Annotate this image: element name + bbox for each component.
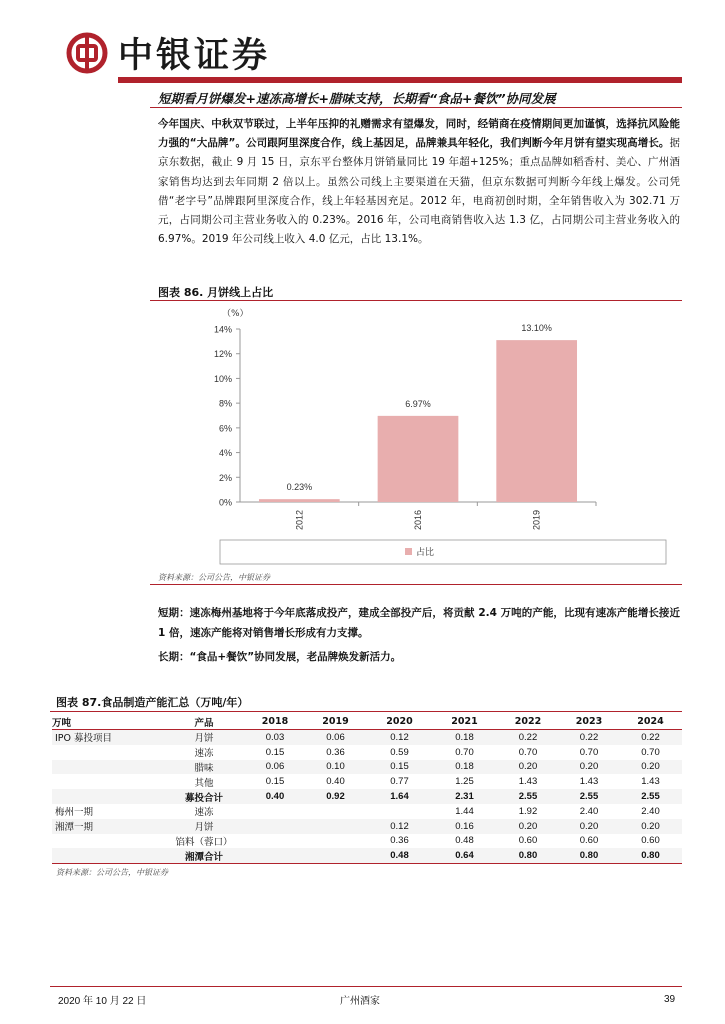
table-cell: 0.70 [579,746,599,758]
row-group [52,789,162,804]
table-row [52,848,682,863]
table-cell: 0.16 [432,819,497,834]
page-number: 39 [664,994,676,1005]
table-header-cell: 2022 [497,714,559,730]
table-cell: 0.22 [497,730,559,745]
legend-label: 占比 [416,548,435,558]
bar [378,416,459,502]
legend-swatch [405,548,412,555]
table-cell: 0.22 [619,730,682,745]
footer-rule [50,986,682,987]
table-header-cell: 2019 [304,714,367,730]
table-cell: 2.40 [641,805,660,817]
table-cell: 0.15 [367,760,432,775]
table-row [52,789,682,804]
figure86-source-rule [150,584,682,585]
table-cell [246,834,304,849]
legend-box [220,540,666,564]
table-cell [246,848,304,863]
y-tick-label: 4% [218,448,232,459]
row-product: 月饼 [162,819,246,834]
y-tick-label: 0% [218,497,232,508]
table-cell: 1.25 [455,776,474,788]
table-cell: 0.20 [559,819,619,834]
table-cell: 0.60 [518,835,538,847]
table-cell: 0.40 [246,789,304,804]
table-cell: 0.20 [619,819,682,834]
y-tick-label: 10% [213,373,232,384]
row-group [52,848,162,863]
table-cell: 0.06 [246,760,304,775]
row-group: IPO 募投项目 [52,730,162,745]
table-cell: 1.44 [455,805,474,817]
table-cell: 1.92 [518,805,538,817]
table-cell: 0.48 [367,848,432,863]
table-cell [304,848,367,863]
table-cell: 2.55 [619,789,682,804]
bar-data-label: 13.10% [521,323,552,334]
figure87-source: 资料来源：公司公告，中银证券 [56,868,168,877]
row-group: 湘潭一期 [52,819,162,834]
bar [259,499,340,502]
figure87-title: 图表 87.食品制造产能汇总（万吨/年） [56,696,249,709]
table-cell: 0.48 [455,835,474,847]
table-cell [304,834,367,849]
table-cell: 0.12 [367,730,432,745]
table-cell: 0.59 [390,746,409,758]
bar-data-label: 6.97% [405,398,431,409]
table-cell [246,819,304,834]
row-group [52,760,162,775]
table-cell: 0.18 [432,760,497,775]
y-tick-label: 14% [213,324,232,335]
table-cell: 0.80 [619,848,682,863]
table-cell: 0.60 [641,835,660,847]
table-cell: 2.55 [559,789,619,804]
table-cell: 0.20 [619,760,682,775]
table-cell: 0.70 [518,746,538,758]
row-product: 湘潭合计 [162,848,246,863]
row-product: 速冻 [194,807,214,819]
x-tick-label: 2016 [413,510,423,531]
table-cell: 0.77 [390,776,409,788]
figure86-rule [150,300,682,301]
table-cell: 0.03 [246,730,304,745]
row-group [52,834,162,849]
table-cell: 0.12 [367,819,432,834]
table-header-cell: 2020 [367,714,432,730]
table-cell: 1.43 [579,776,599,788]
table-cell: 2.31 [432,789,497,804]
short-term-paragraph: 短期：速冻梅州基地将于今年底落成投产，建成全部投产后，将贡献 2.4 万吨的产能，比现有速冻产能增长接近 1 倍，速冻产能将对销售增长形成有力支撑。 [158,607,680,639]
table-header-cell: 产品 [162,714,246,730]
table-cell: 0.60 [579,835,599,847]
table-cell: 0.36 [390,835,409,847]
y-tick-label: 6% [218,423,232,434]
y-tick-label: 8% [218,398,232,409]
row-product: 腊味 [162,760,246,775]
row-group [52,774,162,789]
table-row [52,774,682,789]
table-header-cell: 2018 [246,714,304,730]
x-tick-label: 2019 [531,510,542,531]
table-cell: 1.43 [641,776,660,788]
paragraph-rest: 据京东数据，截止 9 月 15 日，京东平台整体月饼销量同比 19 年超+125%；重点品牌如稻香村、美心、广州酒家销售均达到去年同期 2 倍以上。虽然公司线上主要渠道在天猫，但京东数据可判断今年线上爆发。公司凭借“老字号”品牌跟阿里深度合作，线上年轻基因充足。2012 年，电商初创时期，全年销售收入为 302.71 万元，占同期公司主营业务收入的 0.23%。2016 年，公司电商销售收入达 1.3 亿，占同期公司主营业务收入的 6.97%。2019 年公司线上收入 4.0 亿元，占比 13.1%。 [158,137,680,246]
table-cell: 0.20 [559,760,619,775]
table-cell: 0.15 [265,776,285,788]
brand-name: 中银证券 [118,35,271,76]
table-cell [304,819,367,834]
table-header-row [52,714,682,730]
table-row [52,745,682,760]
table-header-cell: 2021 [432,714,497,730]
table-cell: 0.20 [497,819,559,834]
table-cell: 2.55 [497,789,559,804]
table-cell: 0.80 [559,848,619,863]
row-product: 速冻 [194,748,214,760]
row-group [52,745,162,760]
table-cell: 0.70 [641,746,660,758]
table-cell: 0.22 [559,730,619,745]
table-cell [246,804,304,819]
table-cell: 1.64 [367,789,432,804]
section-rule [150,107,682,108]
table-header-cell: 2023 [559,714,619,730]
row-group: 梅州一期 [55,807,94,819]
table-cell: 0.36 [326,746,345,758]
long-term-paragraph: 长期：“食品+餐饮”协同发展，老品牌焕发新活力。 [158,651,402,663]
figure87-rule [50,711,682,712]
chart-unit-label: （%） [222,309,249,319]
x-tick-label: 2012 [294,510,305,531]
table-row [52,730,682,745]
table-cell: 0.20 [497,760,559,775]
paragraph-bold-lead: 今年国庆、中秋双节联过，上半年压抑的礼赠需求有望爆发，同时，经销商在疫情期间更加谨慎，选择抗风险能力强的“大品牌”。公司跟阿里深度合作，线上基因足，品牌兼具年轻化，我们判断今年月饼有望实现高增长。 [158,118,680,150]
table-cell [367,804,432,819]
figure86-title: 图表 86. 月饼线上占比 [158,286,274,299]
table-cell: 0.40 [326,776,345,788]
bar-chart [150,302,682,570]
row-product: 其他 [194,777,214,789]
table-header-cell: 2024 [619,714,682,730]
table-header-cell: 万吨 [52,714,162,730]
table-cell: 1.43 [518,776,538,788]
capacity-table [52,714,682,864]
y-tick-label: 12% [213,349,232,360]
header-rule [118,77,682,83]
body-paragraph [158,115,680,249]
table-cell: 0.80 [497,848,559,863]
bank-of-china-logo-icon [66,32,108,74]
bar [496,340,577,502]
table-cell [304,804,367,819]
table-cell: 0.92 [304,789,367,804]
figure86-source: 资料来源：公司公告，中银证券 [158,573,270,582]
y-tick-label: 2% [218,472,232,483]
bar-data-label: 0.23% [286,482,313,493]
footer-company: 广州酒家 [340,996,380,1007]
table-cell: 0.15 [265,746,285,758]
table-cell: 2.40 [579,805,599,817]
table-cell: 0.18 [432,730,497,745]
row-product: 募投合计 [162,789,246,804]
table-cell: 0.64 [432,848,497,863]
row-product: 馅料（蓉口） [175,836,233,848]
section-title: 短期看月饼爆发+速冻高增长+腊味支持，长期看“食品+餐饮”协同发展 [158,91,556,106]
table-row [52,804,682,819]
table-row [52,834,682,849]
table-cell: 0.70 [455,746,474,758]
table-cell: 0.06 [304,730,367,745]
footer-date: 2020 年 10 月 22 日 [58,996,147,1007]
table-row [52,819,682,834]
row-product: 月饼 [162,730,246,745]
table-cell: 0.10 [304,760,367,775]
table-row [52,760,682,775]
